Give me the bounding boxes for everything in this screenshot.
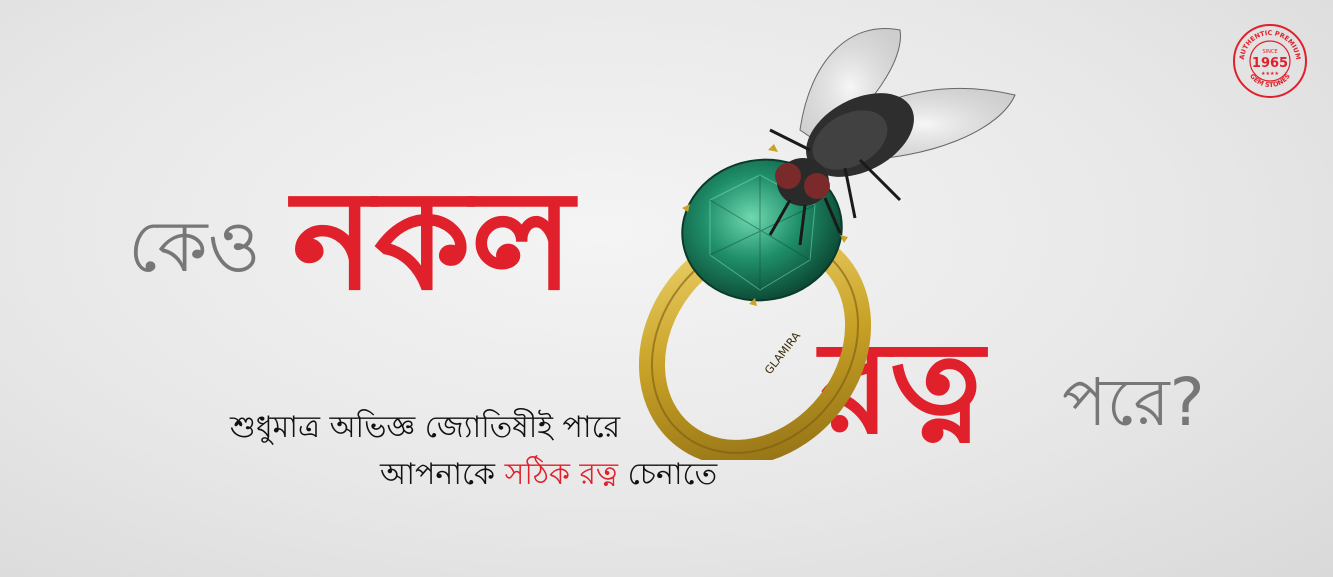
tagline-accent: সঠিক রত্ন <box>504 457 619 492</box>
tagline-suffix: চেনাতে <box>627 457 718 492</box>
since-1965-badge <box>1232 23 1308 99</box>
ring-engraving: GLAMIRA <box>762 329 804 377</box>
headline-word-pore: পরে? <box>1062 364 1205 441</box>
badge-year: 1965 <box>1251 56 1289 71</box>
tagline-line-1: শুধুমাত্র অভিজ্ঞ জ্যোতিষীই পারে <box>230 410 621 445</box>
tagline-prefix: আপনাকে <box>380 457 496 492</box>
badge-stars-icon: ★★★★ <box>1261 71 1279 77</box>
badge-since: SINCE <box>1262 49 1278 55</box>
ring-with-fly-illustration <box>560 0 1030 463</box>
headline-word-rotno: রত্ন <box>820 314 985 463</box>
headline-word-keu: কেও <box>128 204 261 288</box>
headline-word-nokol: নকল <box>292 160 574 321</box>
badge-top-text: AUTHENTIC PREMIUM <box>1237 28 1303 61</box>
badge-bottom-text: GEM STONES <box>1248 72 1292 90</box>
tagline-line-2 <box>380 457 718 492</box>
